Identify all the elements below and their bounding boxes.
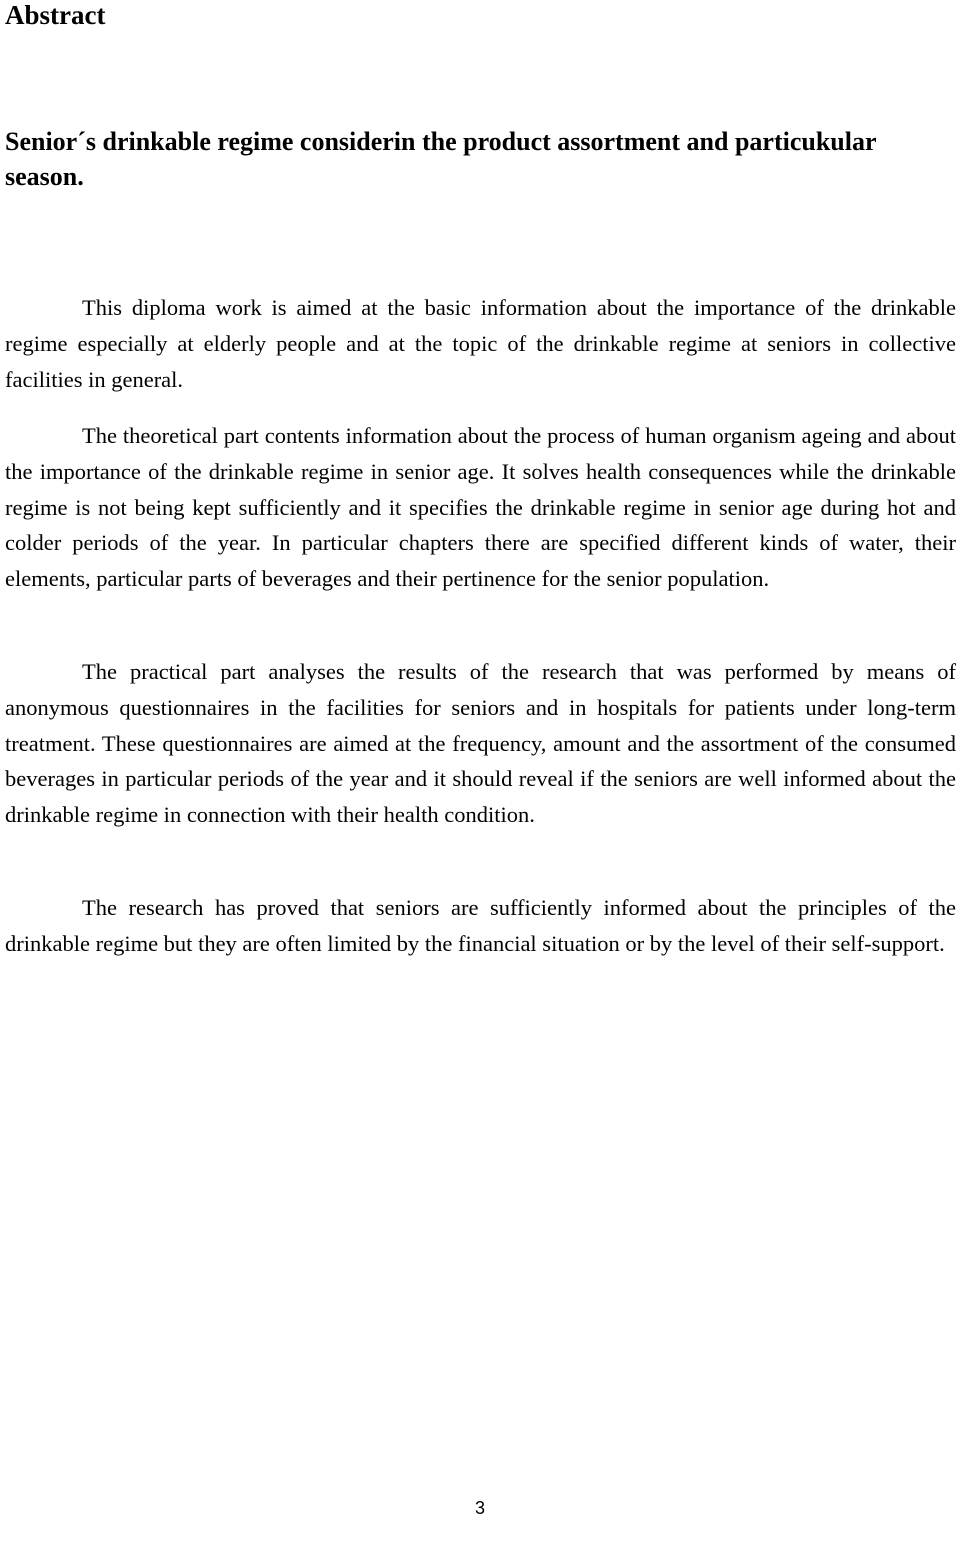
section-heading: Abstract — [5, 0, 106, 30]
thesis-title: Senior´s drinkable regime considerin the product assortment and particukular season. — [5, 127, 877, 191]
abstract-paragraph-2: The theoretical part contents information about the process of human organism ageing and about the importance of the drinkable regime in senior age. It solves health consequences while the drinkable regime is not being kept sufficiently and it specifies the drinkable regime in senior age during hot and colder periods of the year. In particular chapters there are specified different kinds of water, their elements, particular parts of beverages and their pertinence for the senior population. — [5, 423, 956, 592]
abstract-paragraph-4: The research has proved that seniors are sufficiently informed about the principles of the drinkable regime but they are often limited by the financial situation or by the level of their self-support. — [5, 895, 956, 956]
abstract-paragraph-3: The practical part analyses the results of the research that was performed by means of anonymous questionnaires in the facilities for seniors and in hospitals for patients under long-term treatment. These questionnaires are aimed at the frequency, amount and the assortment of the consumed beverages in particular periods of the year and it should reveal if the seniors are well informed about the drinkable regime in connection with their health condition. — [5, 659, 956, 828]
page-number: 3 — [474, 1498, 485, 1518]
abstract-paragraph-1: This diploma work is aimed at the basic information about the importance of the drinkable regime especially at elderly people and at the topic of the drinkable regime at seniors in collective facilities in general. — [5, 295, 956, 392]
